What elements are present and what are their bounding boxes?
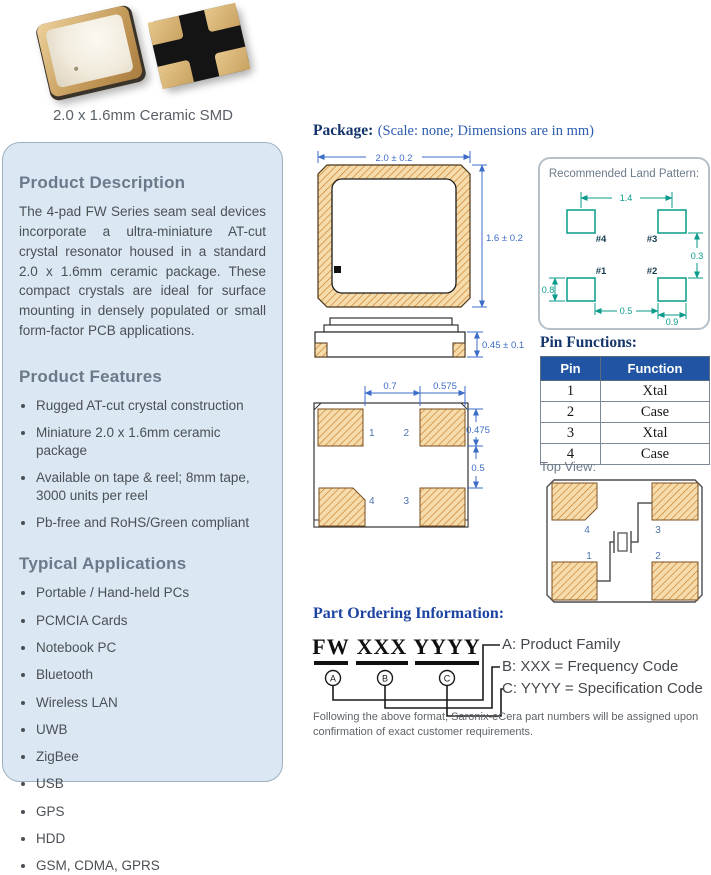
table-row: 2 Case	[541, 402, 710, 423]
ordering-code-spec: YYYY	[413, 634, 481, 659]
marker-circles	[326, 671, 455, 686]
land-pattern-box	[538, 157, 710, 330]
svg-text:0.475: 0.475	[466, 425, 490, 436]
svg-text:0.5: 0.5	[619, 306, 633, 316]
svg-text:0.9: 0.9	[665, 317, 679, 327]
product-features-list	[19, 397, 266, 532]
table-row: 1 Xtal	[541, 381, 710, 402]
gold-pad	[204, 3, 240, 33]
svg-text:4: 4	[584, 525, 590, 536]
photo-ceramic-package	[36, 4, 148, 104]
svg-text:2: 2	[655, 551, 661, 562]
svg-text:B: B	[381, 673, 389, 684]
ordering-footnote-line1: Following the above format, Saronix-eCera part numbers will be assigned upon	[313, 711, 699, 723]
svg-text:4: 4	[369, 496, 375, 507]
svg-text:0.45 ± 0.1: 0.45 ± 0.1	[482, 340, 525, 351]
part-ordering-title: Part Ordering Information:	[313, 605, 505, 622]
product-description-body: The 4-pad FW Series seam seal devices incorporate a ultra-miniature AT-cut crystal resonator housed in a standard 2.0 x 1.6mm ceramic package. These compact crystals are ideal for surface mounting in densely populated or small form-factor PCB applications.	[19, 204, 266, 339]
svg-text:3: 3	[403, 496, 409, 507]
svg-text:2.0 ± 0.2: 2.0 ± 0.2	[375, 153, 413, 164]
gold-pad	[158, 60, 194, 90]
typical-applications-title: Typical Applications	[19, 554, 187, 574]
top-view-drawing	[538, 475, 704, 611]
svg-text:1.6 ± 0.2: 1.6 ± 0.2	[486, 233, 523, 244]
land-pattern-title: Recommended Land Pattern:	[548, 168, 700, 180]
svg-text:1.4: 1.4	[619, 193, 633, 203]
pin-functions-table	[540, 356, 710, 465]
application-item: • ZigBee	[36, 748, 266, 766]
package-bottom-body	[148, 3, 251, 90]
info-panel	[2, 142, 283, 874]
table-header-row	[541, 357, 710, 381]
top-view-label: Top View:	[540, 459, 597, 474]
package-title: Package:	[313, 122, 374, 139]
package-drawings	[306, 146, 538, 532]
svg-text:#3: #3	[646, 234, 658, 245]
application-item: • PCMCIA Cards	[36, 612, 266, 630]
application-item: • Bluetooth	[36, 666, 266, 684]
package-subtitle: (Scale: none; Dimensions are in mm)	[377, 123, 594, 139]
svg-text:1: 1	[369, 428, 375, 439]
application-item: • GPS	[36, 803, 266, 821]
land-pattern-drawing	[540, 159, 708, 328]
product-description-title: Product Description	[19, 173, 186, 192]
ordering-code-family: FW	[312, 634, 350, 659]
svg-text:3: 3	[655, 525, 661, 536]
feature-item: • Rugged AT-cut crystal construction	[36, 397, 266, 415]
table-row: 4 Case	[541, 444, 710, 465]
svg-text:2: 2	[403, 428, 409, 439]
svg-text:0.5: 0.5	[471, 463, 485, 474]
table-row: 3 Xtal	[541, 423, 710, 444]
application-item: • Notebook PC	[36, 639, 266, 657]
svg-text:A: A	[329, 673, 337, 684]
application-item: • GSM, CDMA, GPRS	[36, 857, 266, 875]
pin1-marker	[334, 266, 341, 273]
svg-text:0.575: 0.575	[433, 381, 457, 392]
application-item: • UWB	[36, 721, 266, 739]
function-column-header: Function	[601, 357, 710, 381]
legend-product-family: A: Product Family	[502, 636, 621, 653]
ceramic-package-body	[34, 4, 147, 102]
gold-pad	[214, 47, 250, 77]
svg-text:#1: #1	[595, 266, 607, 277]
feature-item: • Miniature 2.0 x 1.6mm ceramic package	[36, 424, 266, 460]
package-top-view-drawing	[318, 151, 523, 307]
application-item: • USB	[36, 775, 266, 793]
svg-text:1: 1	[586, 551, 592, 562]
feature-item: • Available on tape & reel; 8mm tape, 3000 units per reel	[36, 469, 266, 505]
legend-frequency-code: B: XXX = Frequency Code	[502, 658, 679, 675]
package-bottom-view-drawing	[314, 381, 490, 527]
pin-column-header: Pin	[541, 357, 601, 381]
legend-specification-code: C: YYYY = Specification Code	[502, 680, 703, 697]
application-item: • HDD	[36, 830, 266, 848]
feature-item: • Pb-free and RoHS/Green compliant	[36, 514, 266, 532]
ordering-footnote-line2: confirmation of exact customer requirements.	[313, 726, 534, 738]
svg-text:0.7: 0.7	[383, 381, 397, 392]
package-section-heading	[313, 122, 594, 140]
application-item: • Wireless LAN	[36, 694, 266, 712]
typical-applications-list	[19, 584, 266, 875]
svg-text:0.3: 0.3	[690, 251, 704, 261]
svg-text:C: C	[443, 673, 451, 684]
svg-text:0.8: 0.8	[541, 285, 555, 295]
svg-text:#2: #2	[646, 266, 658, 277]
package-side-view-drawing	[315, 318, 524, 357]
svg-text:#4: #4	[595, 234, 607, 245]
application-item: • Portable / Hand-held PCs	[36, 584, 266, 602]
photo-package-bottom	[146, 0, 250, 96]
ordering-code-frequency: XXX	[356, 634, 408, 659]
gold-pad	[148, 16, 184, 46]
product-caption: 2.0 x 1.6mm Ceramic SMD	[52, 107, 234, 124]
pin-functions-title: Pin Functions:	[540, 334, 637, 351]
product-features-title: Product Features	[19, 366, 163, 386]
